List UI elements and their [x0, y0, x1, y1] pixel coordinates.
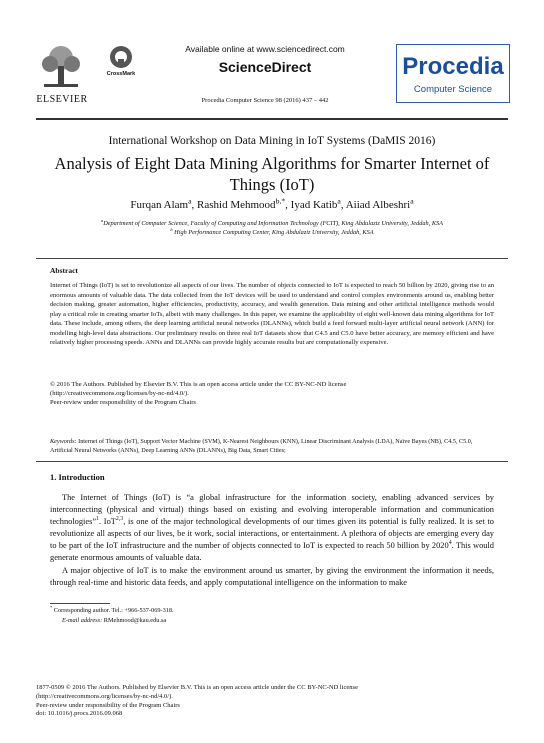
journal-citation: Procedia Computer Science 98 (2016) 437 – 442 [201, 97, 329, 104]
affiliation-mark: b [170, 226, 173, 232]
affiliation [36, 217, 508, 227]
header-rule [36, 118, 508, 120]
abstract-heading: Abstract [50, 266, 78, 275]
doi[interactable]: doi: 10.1016/j.procs.2016.09.068 [36, 710, 123, 718]
footnote-corresponding: * Corresponding author. Tel.: +966-537-069-318. [50, 604, 174, 614]
crossmark-icon[interactable] [109, 45, 133, 69]
copyright-notice: © 2016 The Authors. Published by Elsevier B.V. This is an open access article under the CC BY-NC-ND license [50, 381, 347, 388]
affiliation-mark: a [100, 217, 104, 223]
affiliation-text: High Performance Computing Center, King Abdulaziz University, Jeddah, KSA [174, 229, 374, 236]
abstract-bottom-rule [36, 461, 508, 462]
available-online: Available online at www.sciencedirect.com [185, 44, 345, 54]
keywords-list: Internet of Things (IoT), Support Vector Machine (SVM), K-Nearest Neighbours (KNN), Linear Discriminant Analysis (LDA), Naïve Bayes (NB), C4.5, C5.0, Artificial Neural Networks (ANNs), Deep Learning ANNs (DLANNs), Big Data, Smart Cities; [50, 438, 473, 454]
citation-ref[interactable]: 2,3 [115, 516, 124, 523]
affiliation [36, 226, 508, 236]
citation-ref[interactable]: 4 [448, 540, 452, 547]
license-link[interactable]: (http://creativecommons.org/licenses/by-nc-nd/4.0/). [36, 692, 173, 700]
sciencedirect-wordmark: ScienceDirect [218, 59, 312, 75]
email-link[interactable]: RMehmood@kau.edu.sa [103, 617, 167, 624]
keywords [50, 437, 494, 455]
section-heading: 1. Introduction [50, 472, 105, 482]
affiliation-mark: a [410, 196, 414, 206]
procedia-subtitle: Computer Science [413, 84, 493, 95]
elsevier-tree-logo [36, 44, 86, 90]
abstract-top-rule [36, 258, 508, 259]
footnote-email: E-mail address: RMehmood@kau.edu.sa [62, 617, 167, 624]
author-list: Furqan Alam$^a$, Rashid Mehmood$^{b,*}$, Iyad Katib$^a$, Aiiad Albeshri$^a$ [130, 196, 414, 211]
affiliation-mark: b,* [275, 196, 286, 206]
affiliation-mark: a [188, 196, 192, 206]
paragraph: A major objective of IoT is to make the environment around us smarter, by giving the environment the information it needs, through real-time and historic data feeds, and apply computational intelligence on the information to make [50, 565, 494, 587]
keywords-label: Keywords: [50, 438, 77, 445]
abstract-text: Internet of Things (IoT) is set to revolutionize all aspects of our lives. The number of objects connected to IoT is expected to reach 50 billion by 2020, giving rise to an enormous amounts of valuable data. The data collected from the IoT devices will be used to understand and control complex environments around us, enabling better decision making, greater automation, higher efficiencies, productivity, accuracy, and wealth generation. Data mining and other artificial intelligence methods would play a critical role in creating smarter IoTs, albeit with many challenges. In this paper, we examine the applicability of eight well-known data mining algorithms for IoT data. These include, among others, the deep learning artificial neural networks (DLANNs), which build a feed forward multi-layer artificial neural network (ANN) for modelling high-level data abstractions. Our preliminary results on three real IoT datasets show that C4.5 and C5.0 have better accuracy, are memory efficient and have relatively higher processing speeds. ANNs and DLANNs can provide highly accurate results but are computationally expensive. [50, 282, 494, 346]
author-name: Aiiad Albeshri [345, 199, 411, 211]
crossmark-label: CrossMark [106, 71, 136, 77]
paper-title: Analysis of Eight Data Mining Algorithms for Smarter Internet of Things (IoT) [54, 154, 490, 194]
workshop-name: International Workshop on Data Mining in IoT Systems (DaMIS 2016) [108, 135, 436, 147]
affiliation-mark: a [337, 196, 341, 206]
bottom-notice: 1877-0509 © 2016 The Authors. Published by Elsevier B.V. This is an open access article under the CC BY-NC-ND license (http://creativecommons.org/licenses/by-nc-nd/4.0/). Peer-review under responsibility of the Program Chairs doi: 10.1016/j.procs.2016.09.068 [36, 684, 508, 719]
footnote-mark: * [50, 604, 53, 610]
introduction-body [50, 492, 494, 589]
footnote-rule [50, 603, 110, 604]
procedia-title: Procedia [402, 53, 504, 80]
citation-ref[interactable]: 1 [96, 516, 99, 523]
license-link[interactable]: (http://creativecommons.org/licenses/by-nc-nd/4.0/). [50, 390, 189, 397]
author-name: Furqan Alam [130, 199, 189, 211]
peer-review-note: Peer-review under responsibility of the Program Chairs [50, 399, 196, 406]
author-name: Rashid Mehmood [197, 199, 276, 211]
author-name: Iyad Katib [290, 199, 338, 211]
affiliation-text: Department of Computer Science, Faculty of Computing and Information Technology (FCIT), King Abdulaziz University, Jeddah, KSA [103, 220, 444, 227]
publisher-name: ELSEVIER [36, 94, 88, 105]
paragraph: The Internet of Things (IoT) is “a global infrastructure for the information society, enabling advanced services by interconnecting (physical and virtual) things based on existing and evolving interoperable information and communication technologies”$^1$. IoT$^{2,3}$, is one of the major technological developments of our times given its potential is fully realized. It is set to revolutionize all aspects of our lives, be it work, social interactions, or entertainment. A plethora of objects are emerging every day to be part of the IoT infrastructure and the number of objects connected to IoT is expected to reach 50 billion by 2020$^4$. This would generate enormous amounts of valuable data. [50, 493, 494, 563]
